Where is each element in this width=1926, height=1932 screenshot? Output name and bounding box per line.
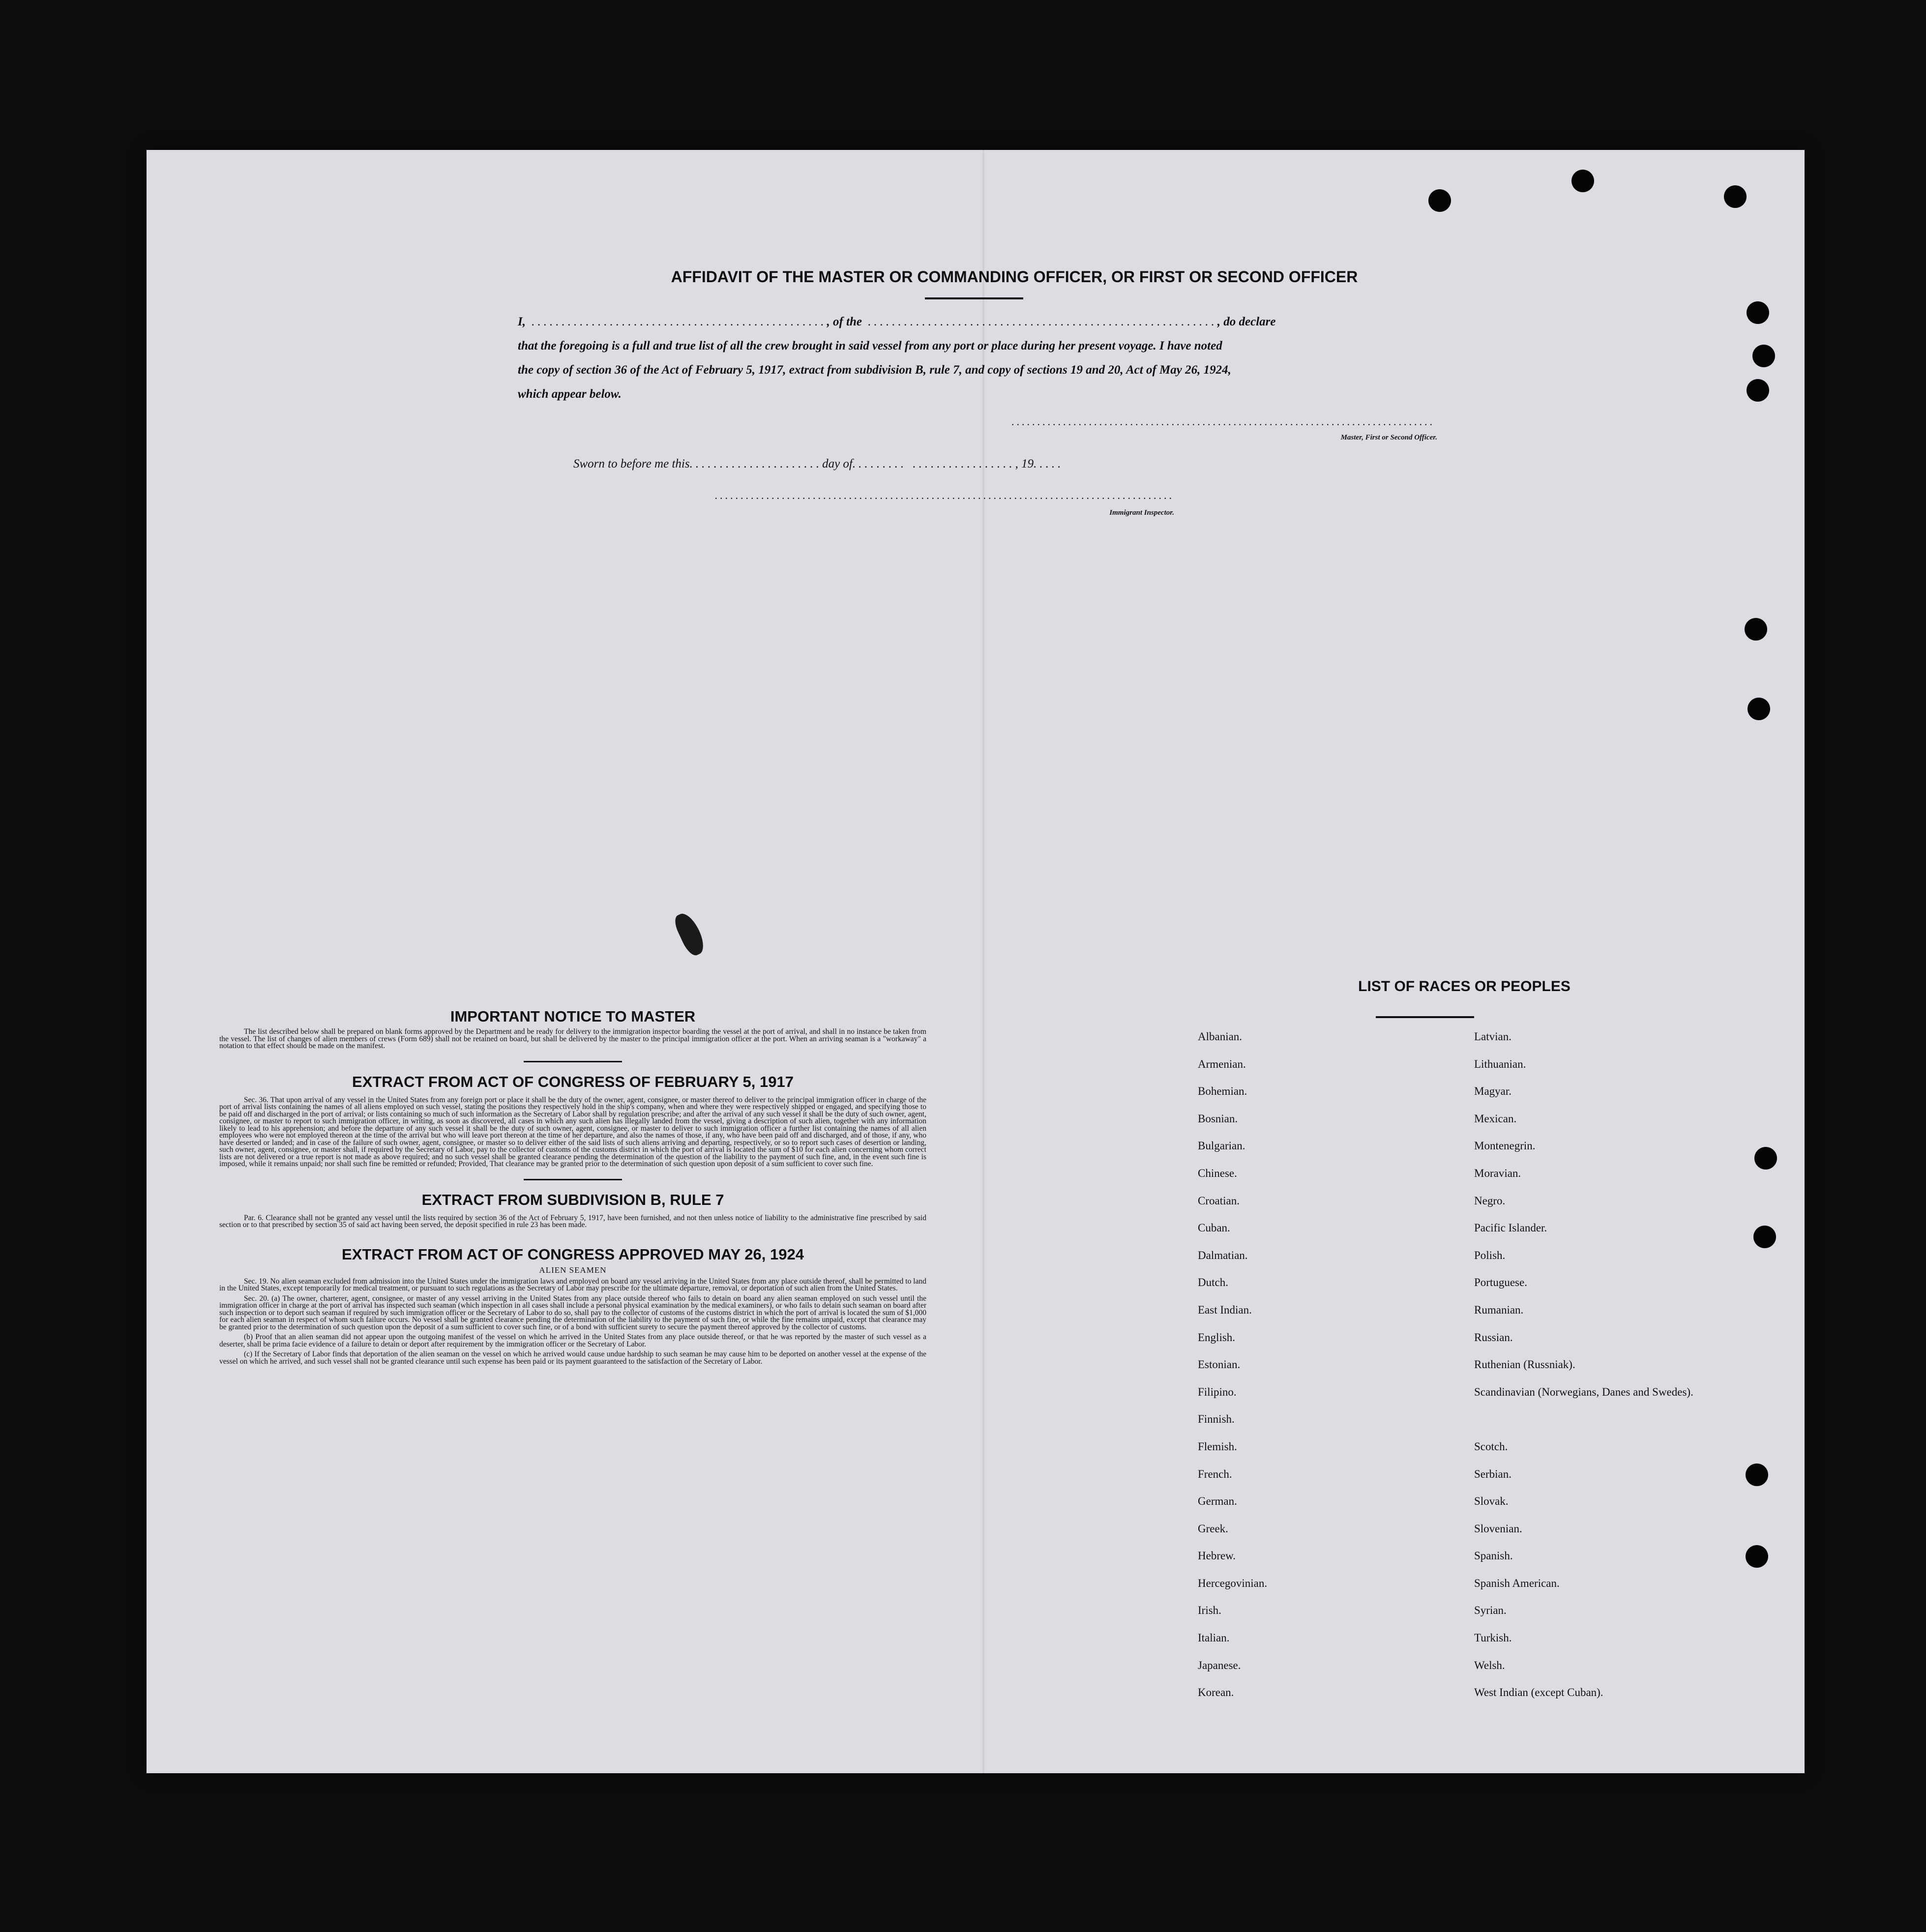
race-item: East Indian. bbox=[1198, 1303, 1252, 1316]
race-item: English. bbox=[1198, 1331, 1236, 1344]
inspector-signature-blank[interactable]: ......................................................................................... bbox=[714, 489, 1174, 501]
race-item: Dalmatian. bbox=[1198, 1249, 1248, 1261]
race-item: Latvian. bbox=[1474, 1030, 1511, 1043]
punch-hole bbox=[1753, 1226, 1776, 1248]
race-item: Japanese. bbox=[1198, 1659, 1241, 1671]
name-blank[interactable]: ................................................. bbox=[525, 315, 827, 328]
affidavit-line-4: which appear below. bbox=[518, 387, 622, 401]
punch-hole bbox=[1748, 698, 1770, 720]
day-of-label: day of bbox=[822, 457, 853, 470]
rule-7-text: Par. 6. Clearance shall not be granted any vessel until the lists required by section 36 of the Act of February 5, 1917, have been furnished, and not then unless notice of liability to the administrative fine prescribed by said section or to that prescribed by section 35 of said act having been served, the deposit specified in rule 23 has been made. bbox=[219, 1213, 926, 1229]
race-item: Hercegovinian. bbox=[1198, 1577, 1268, 1589]
affidavit-body bbox=[518, 310, 1437, 406]
race-item: German. bbox=[1198, 1495, 1237, 1508]
sworn-month-blank[interactable]: ......... ................. bbox=[852, 457, 1015, 470]
race-item: Albanian. bbox=[1198, 1030, 1243, 1043]
race-item: Slovak. bbox=[1474, 1495, 1509, 1508]
punch-hole bbox=[1752, 345, 1775, 367]
affidavit-line-3: the copy of section 36 of the Act of February 5, 1917, extract from subdivision B, rule 7, and copy of sections 19 and 20, Act of May 26, 1924, bbox=[518, 363, 1231, 377]
race-item: Italian. bbox=[1198, 1632, 1230, 1644]
race-item: Flemish. bbox=[1198, 1440, 1237, 1453]
punch-hole bbox=[1571, 170, 1594, 192]
race-item: Scandinavian (Norwegians, Danes and Swedes). bbox=[1474, 1385, 1693, 1398]
race-item: Russian. bbox=[1474, 1331, 1513, 1344]
race-item: Rumanian. bbox=[1474, 1303, 1524, 1316]
sworn-prefix: Sworn to before me this bbox=[573, 457, 690, 470]
race-item: Welsh. bbox=[1474, 1659, 1505, 1671]
punch-hole bbox=[1746, 1545, 1768, 1568]
sec-20b-text: (b) Proof that an alien seaman did not appear upon the outgoing manifest of the vessel on which he arrived in the United States from any place outside thereof, or that he was reported by the master of such vessel as a deserter, shall be prima facie evidence of a failure to detain or deport after requirement by the immigration officer or the Secretary of Labor. bbox=[219, 1333, 926, 1348]
affidavit-line-2: that the foregoing is a full and true list of all the crew brought in said vessel from any port or place during her present voyage. I have noted bbox=[518, 339, 1222, 352]
race-item: Finnish. bbox=[1198, 1413, 1235, 1426]
year-label: , 19 bbox=[1015, 457, 1034, 470]
sworn-date-blank[interactable]: ...................... bbox=[689, 457, 823, 470]
race-item: Bohemian. bbox=[1198, 1085, 1247, 1098]
master-signature-blank[interactable]: .................................................................................. bbox=[1011, 415, 1435, 428]
ink-blot bbox=[672, 910, 708, 958]
sec-19-text: Sec. 19. No alien seaman excluded from admission into the United States under the immigration laws and employed on board any vessel arriving in the United States from any place outside thereof, shall be permitted to land in the United States, except temporarily for medical treatment, or pursuant to such regulations as the Secretary of Labor may prescribe for the ultimate departure, removal, or deportation of such alien from the United States. bbox=[219, 1277, 926, 1292]
declaration-line bbox=[518, 310, 1437, 334]
sec-20a-text: Sec. 20. (a) The owner, charterer, agent, consignee, or master of any vessel arriving in the United States from any place outside thereof who fails to detain on board any alien seaman employed on such vessel until the immigration officer in charge at the port of arrival has inspected such seaman (which inspection in all cases shall include a personal physical examination by the medical examiners), or who fails to detain such seaman on board after such inspection or to deport such seaman if required by such immigration officer or the Secretary of Labor to do so, shall pay to the collector of customs of the customs district in which the port of arrival is located the sum of $1,000 for each alien seaman in respect of whom such failure occurs. No vessel shall be granted clearance pending the determination of the liability to the payment of such fine, or while the fine remains unpaid, except that clearance may be granted prior to the determination of such question upon the deposit of a sum sufficient to cover such fine, or of a bond with sufficient surety to secure the payment thereof approved by the collector of customs. bbox=[219, 1294, 926, 1331]
notices-section bbox=[219, 1008, 926, 1365]
section-rule bbox=[524, 1179, 622, 1180]
race-item: Dutch. bbox=[1198, 1276, 1228, 1289]
race-item: Spanish American. bbox=[1474, 1577, 1560, 1589]
race-item: Polish. bbox=[1474, 1249, 1506, 1261]
race-item: Syrian. bbox=[1474, 1604, 1507, 1617]
punch-hole bbox=[1746, 1464, 1768, 1486]
race-item: Armenian. bbox=[1198, 1057, 1246, 1070]
race-item: Korean. bbox=[1198, 1686, 1234, 1699]
race-item: Filipino. bbox=[1198, 1385, 1237, 1398]
inspector-caption: Immigrant Inspector. bbox=[1109, 509, 1174, 517]
race-item: Croatian. bbox=[1198, 1194, 1240, 1207]
race-item: West Indian (except Cuban). bbox=[1474, 1686, 1603, 1699]
form-sheet bbox=[147, 150, 1805, 1773]
races-column-right bbox=[1474, 1030, 1730, 1713]
affidavit-title: AFFIDAVIT OF THE MASTER OR COMMANDING OFFICER, OR FIRST OR SECOND OFFICER bbox=[671, 268, 1358, 286]
race-item: Magyar. bbox=[1474, 1085, 1512, 1098]
races-title-rule bbox=[1376, 1016, 1474, 1018]
races-title: LIST OF RACES OR PEOPLES bbox=[1358, 978, 1570, 995]
race-item: Bulgarian. bbox=[1198, 1140, 1245, 1152]
punch-hole bbox=[1747, 301, 1769, 324]
section-rule bbox=[524, 1061, 622, 1062]
race-item: Turkish. bbox=[1474, 1632, 1512, 1644]
race-item: Pacific Islander. bbox=[1474, 1222, 1547, 1234]
race-item: Estonian. bbox=[1198, 1358, 1241, 1371]
race-item: Slovenian. bbox=[1474, 1522, 1522, 1535]
race-item: Moravian. bbox=[1474, 1167, 1521, 1179]
race-item: Negro. bbox=[1474, 1194, 1506, 1207]
vessel-blank[interactable]: .......................................................... bbox=[862, 315, 1217, 328]
sworn-line bbox=[573, 457, 1064, 471]
declare-label: , do declare bbox=[1217, 315, 1276, 328]
of-the-label: , of the bbox=[827, 315, 862, 328]
race-item: Chinese. bbox=[1198, 1167, 1237, 1179]
race-item: French. bbox=[1198, 1467, 1232, 1480]
race-item: Montenegrin. bbox=[1474, 1140, 1536, 1152]
races-column-left bbox=[1198, 1030, 1453, 1713]
race-item: Bosnian. bbox=[1198, 1112, 1238, 1125]
alien-seamen-subtitle: ALIEN SEAMEN bbox=[539, 1265, 607, 1275]
punch-hole bbox=[1754, 1147, 1777, 1170]
sec-20c-text: (c) If the Secretary of Labor finds that deportation of the alien seaman on the vessel on which he arrived would cause undue hardship to such seaman he may cause him to be deported on another vessel at the expense of the vessel on which he arrived, and such vessel shall not be granted clearance until such expense has been paid or its payment guaranteed to the satisfaction of the Secretary of Labor. bbox=[219, 1350, 926, 1366]
important-notice-title: IMPORTANT NOTICE TO MASTER bbox=[450, 1008, 696, 1025]
race-item: Cuban. bbox=[1198, 1222, 1230, 1234]
sworn-year-blank[interactable]: ..... bbox=[1034, 457, 1064, 470]
punch-hole bbox=[1747, 379, 1769, 402]
act-1917-title: EXTRACT FROM ACT OF CONGRESS OF FEBRUARY 5, 1917 bbox=[352, 1073, 794, 1090]
punch-hole bbox=[1724, 185, 1747, 208]
race-item: Spanish. bbox=[1474, 1550, 1513, 1562]
title-rule bbox=[925, 297, 1023, 299]
race-item: Scotch. bbox=[1474, 1440, 1508, 1453]
master-signature-caption: Master, First or Second Officer. bbox=[1340, 434, 1437, 441]
punch-hole bbox=[1428, 189, 1451, 212]
important-notice-text: The list described below shall be prepared on blank forms approved by the Department and be ready for delivery to the immigration inspector boarding the vessel at the port of arrival, and shall in no instance be taken from the vessel. The list of changes of alien members of crews (Form 689) shall not be retained on board, but shall be delivered by the master to the principal immigration officer at the port. When an arriving seaman is a "workaway" a notation to that effect should be made on the manifest. bbox=[219, 1027, 926, 1050]
race-item: Hebrew. bbox=[1198, 1550, 1236, 1562]
act-1924-title: EXTRACT FROM ACT OF CONGRESS APPROVED MAY 26, 1924 bbox=[342, 1245, 804, 1263]
rule-7-title: EXTRACT FROM SUBDIVISION B, RULE 7 bbox=[421, 1191, 724, 1208]
race-item: Serbian. bbox=[1474, 1467, 1512, 1480]
race-item: Greek. bbox=[1198, 1522, 1228, 1535]
race-item: Lithuanian. bbox=[1474, 1057, 1526, 1070]
race-item: Irish. bbox=[1198, 1604, 1221, 1617]
race-item: Portuguese. bbox=[1474, 1276, 1527, 1289]
race-item: Mexican. bbox=[1474, 1112, 1517, 1125]
declarant-prefix: I, bbox=[518, 315, 526, 328]
act-1917-text: Sec. 36. That upon arrival of any vessel in the United States from any foreign port or place it shall be the duty of the owner, agent, consignee, or master thereof to deliver to the principal immigration officer in charge of the port of arrival lists containing the names of all aliens employed on such vessel, stating the positions they respectively hold in the ship's company, when and where they were respectively shipped or engaged, and specifying those to be paid off and discharged in the port of arrival; or lists containing so much of such information as the Secretary of Labor shall by regulation prescribe; and after the arrival of any such vessel it shall be the duty of such owner, agent, consignee, or master to report to such immigration officer, in writing, as soon as discovered, all cases in which any such alien has illegally landed from the vessel, giving a description of such alien, together with any information likely to lead to his apprehension; and before the departure of any such vessel it shall be the duty of such owner, agent, consignee, or master to deliver to such immigration officer a further list containing the names of all alien employees who were not employed thereon at the time of the arrival but who will leave port thereon at the time of her departure, and also the names of those, if any, who have been paid off and discharged, and of those, if any, who have deserted or landed; and in case of the failure of such owner, agent, consignee, or master so to deliver either of the said lists of such aliens arriving and departing, respectively, or so to report such cases of desertion or landing, such owner, agent, consignee, or master shall, if required by the Secretary of Labor, pay to the collector of customs of the customs district in which the port of arrival is located the sum of $10 for each alien concerning whom correct lists are not delivered or a true report is not made as above required; and no such vessel shall be granted clearance pending the determination of the question of the liability to the payment of such fine, and, in the event such fine is imposed, while it remains unpaid; nor shall such fine be remitted or refunded; Provided, That clearance may be granted prior to the determination of such question upon deposit of a sum sufficient to cover such fine. bbox=[219, 1095, 926, 1168]
punch-hole bbox=[1745, 618, 1767, 641]
race-item: Ruthenian (Russniak). bbox=[1474, 1358, 1575, 1371]
